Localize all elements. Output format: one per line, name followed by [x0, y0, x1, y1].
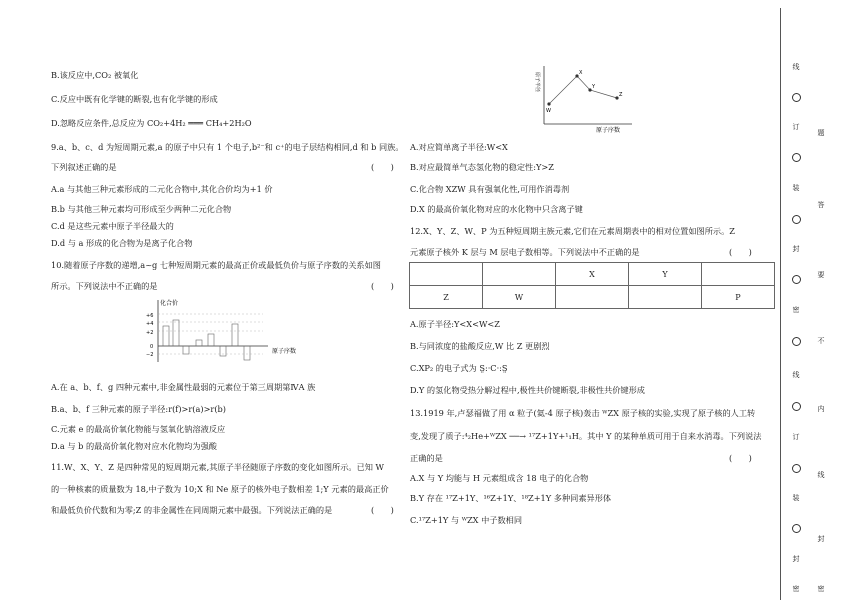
chart-q11-line	[549, 76, 617, 104]
margin-note: 内	[817, 405, 825, 413]
margin-note: 不	[817, 337, 825, 345]
chart-q11-point-label: Z	[619, 92, 623, 98]
option-d-q11: D.X 的最高价氧化物对应的水化物中只含离子键	[410, 204, 583, 214]
table-cell: P	[702, 286, 775, 309]
binding-hole	[792, 464, 801, 473]
chart-q11-point-label: Y	[592, 84, 596, 90]
option-c-q13: C.¹⁷Z+1Y 与 ᵂZX 中子数相同	[410, 515, 523, 525]
chart-q10-tick: +2	[146, 330, 154, 336]
margin-note: 封	[817, 535, 825, 543]
chart-q10-tick: +6	[146, 313, 154, 319]
chart-q11-point-label: X	[579, 70, 583, 76]
option-a-q9: A.a 与其他三种元素形成的二元化合物中,其化合价均为+1 价	[51, 184, 273, 194]
option-a-q12: A.原子半径:Y<X<W<Z	[410, 319, 500, 329]
binding-hole	[792, 215, 801, 224]
margin-note: 线	[817, 471, 825, 479]
chart-q10-tick: 0	[150, 344, 154, 350]
chart-q10-bar	[208, 334, 214, 346]
option-b-q10: B.a、b、f 三种元素的原子半径:r(f)>r(a)>r(b)	[51, 404, 226, 414]
option-a-q10: A.在 a、b、f、g 四种元素中,非金属性最弱的元素位于第三周期第ⅣA 族	[51, 382, 316, 392]
binding-label: 订	[792, 123, 800, 131]
chart-q10-bar	[196, 340, 202, 346]
question-11-stem-line2: 的一种核素的质量数为 18,中子数为 10;X 和 Ne 原子的核外电子数相差 1;Y 元素的最高正价	[51, 484, 389, 494]
binding-label: 线	[792, 63, 800, 71]
binding-hole	[792, 337, 801, 346]
question-9-stem: 9.a、b、c、d 为短周期元素,a 的原子中只有 1 个电子,b²⁻和 c⁺的电子层结构相同,d 和 b 同族。	[51, 142, 404, 152]
table-cell: W	[483, 286, 556, 309]
question-11-stem-line1: 11.W、X、Y、Z 是四种常见的短周期元素,其原子半径随原子序数的变化如图所示。已知 W	[51, 462, 384, 472]
table-cell	[702, 263, 775, 286]
binding-margin-rule	[780, 8, 781, 600]
answer-paren-q12: ( )	[729, 247, 752, 257]
binding-label: 线	[792, 371, 800, 379]
chart-q10-xlabel: 原子序数	[272, 348, 297, 355]
binding-hole	[792, 93, 801, 102]
question-10-prompt: 所示。下列说法中不正确的是	[51, 281, 158, 291]
option-b-q9: B.b 与其他三种元素均可形成至少两种二元化合物	[51, 204, 232, 214]
option-c-q11: C.化合物 XZW 具有强氧化性,可用作消毒剂	[410, 184, 570, 194]
chart-q11-ylabel: 原子半径	[534, 72, 540, 93]
answer-paren-q9: ( )	[371, 162, 394, 172]
margin-note: 答	[817, 201, 825, 209]
table-cell	[556, 286, 629, 309]
question-12-stem: 12.X、Y、Z、W、P 为五种短周期主族元素,它们在元素周期表中的相对位置如图所示。Z	[410, 226, 735, 236]
binding-hole	[792, 153, 801, 162]
option-b-q13: B.Y 存在 ¹⁷Z+1Y、¹⁶Z+1Y、¹⁸Z+1Y 多种同素异形体	[410, 493, 612, 503]
answer-paren-q11: ( )	[371, 505, 394, 515]
chart-q11-point	[547, 102, 550, 105]
binding-label: 订	[792, 433, 800, 441]
option-b-q11: B.对应最简单气态氢化物的稳定性:Y>Z	[410, 162, 554, 172]
chart-q11-point-label: W	[546, 108, 551, 114]
binding-hole	[792, 524, 801, 533]
periodic-table-q12	[409, 262, 775, 309]
option-a-q13: A.X 与 Y 均能与 H 元素组成含 18 电子的化合物	[410, 473, 589, 483]
chart-q10-bar	[183, 346, 189, 354]
option-b-q8: B.该反应中,CO₂ 被氧化	[51, 70, 139, 80]
option-d-q12: D.Y 的氢化物受热分解过程中,极性共价键断裂,非极性共价键形成	[410, 385, 645, 395]
chart-q10-bar	[220, 346, 226, 356]
option-b-q12: B.与同浓度的盐酸反应,W 比 Z 更剧烈	[410, 341, 550, 351]
option-c-q12: C.XP₂ 的电子式为 S̤:·C·:S̤	[410, 363, 508, 373]
option-d-q9: D.d 与 a 形成的化合物为是离子化合物	[51, 238, 193, 248]
binding-label: 装	[792, 494, 800, 502]
question-10-stem: 10.随着原子序数的递增,a~g 七种短周期元素的最高正价或最低负价与原子序数的关系如图	[51, 260, 381, 270]
chart-q10-bar	[232, 324, 238, 346]
binding-hole	[792, 275, 801, 284]
chart-q11	[532, 62, 642, 134]
table-cell	[629, 286, 702, 309]
table-cell: Z	[410, 286, 483, 309]
binding-label: 封	[792, 245, 800, 253]
answer-paren-q10: ( )	[371, 281, 394, 291]
question-12-prompt: 元素原子核外 K 层与 M 层电子数相等。下列说法中不正确的是	[410, 247, 640, 257]
binding-label: 封	[792, 555, 800, 563]
question-13-prompt: 正确的是	[410, 453, 443, 463]
table-cell: X	[556, 263, 629, 286]
binding-label: 密	[792, 306, 800, 314]
question-13-stem-line2: 变,发现了质子:⁴₂He+ᵂZX ──→ ¹⁷Z+1Y+¹₁H。其中 Y 的某种单质可用于自来水消毒。下列说法	[410, 431, 762, 441]
table-cell	[410, 263, 483, 286]
option-c-q8: C.反应中既有化学键的断裂,也有化学键的形成	[51, 94, 218, 104]
answer-paren-q13: ( )	[729, 453, 752, 463]
chart-q10-tick: +4	[146, 321, 154, 327]
option-d-q8: D.忽略反应条件,总反应为 CO₂+4H₂ ═══ CH₄+2H₂O	[51, 118, 252, 128]
chart-q10-bar	[173, 320, 179, 346]
option-a-q11: A.对应简单离子半径:W<X	[410, 142, 508, 152]
binding-hole	[792, 402, 801, 411]
option-c-q10: C.元素 e 的最高价氧化物能与氢氧化钠溶液反应	[51, 424, 226, 434]
chart-q10	[138, 296, 308, 366]
option-c-q9: C.d 是这些元素中原子半径最大的	[51, 221, 174, 231]
option-d-q10: D.a 与 b 的最高价氧化物对应水化物均为强酸	[51, 441, 217, 451]
margin-note: 题	[817, 129, 825, 137]
chart-q10-tick: −2	[146, 352, 154, 358]
binding-label: 装	[792, 184, 800, 192]
binding-label: 密	[792, 585, 800, 593]
question-9-prompt: 下列叙述正确的是	[51, 162, 117, 172]
chart-q10-bar	[163, 326, 169, 346]
question-13-stem-line1: 13.1919 年,卢瑟福做了用 α 粒子(氦-4 原子核)轰击 ᵂZX 原子核的实验,实现了原子核的人工转	[410, 408, 756, 418]
margin-note: 要	[817, 271, 825, 279]
chart-q11-xlabel: 原子序数	[596, 127, 621, 134]
chart-q10-bar	[244, 346, 250, 360]
margin-note: 密	[817, 585, 825, 593]
chart-q10-ylabel: 化合价	[160, 300, 179, 307]
table-cell: Y	[629, 263, 702, 286]
question-11-stem-line3: 和最低负价代数和为零;Z 的非金属性在同周期元素中最强。下列说法正确的是	[51, 505, 333, 515]
table-cell	[483, 263, 556, 286]
